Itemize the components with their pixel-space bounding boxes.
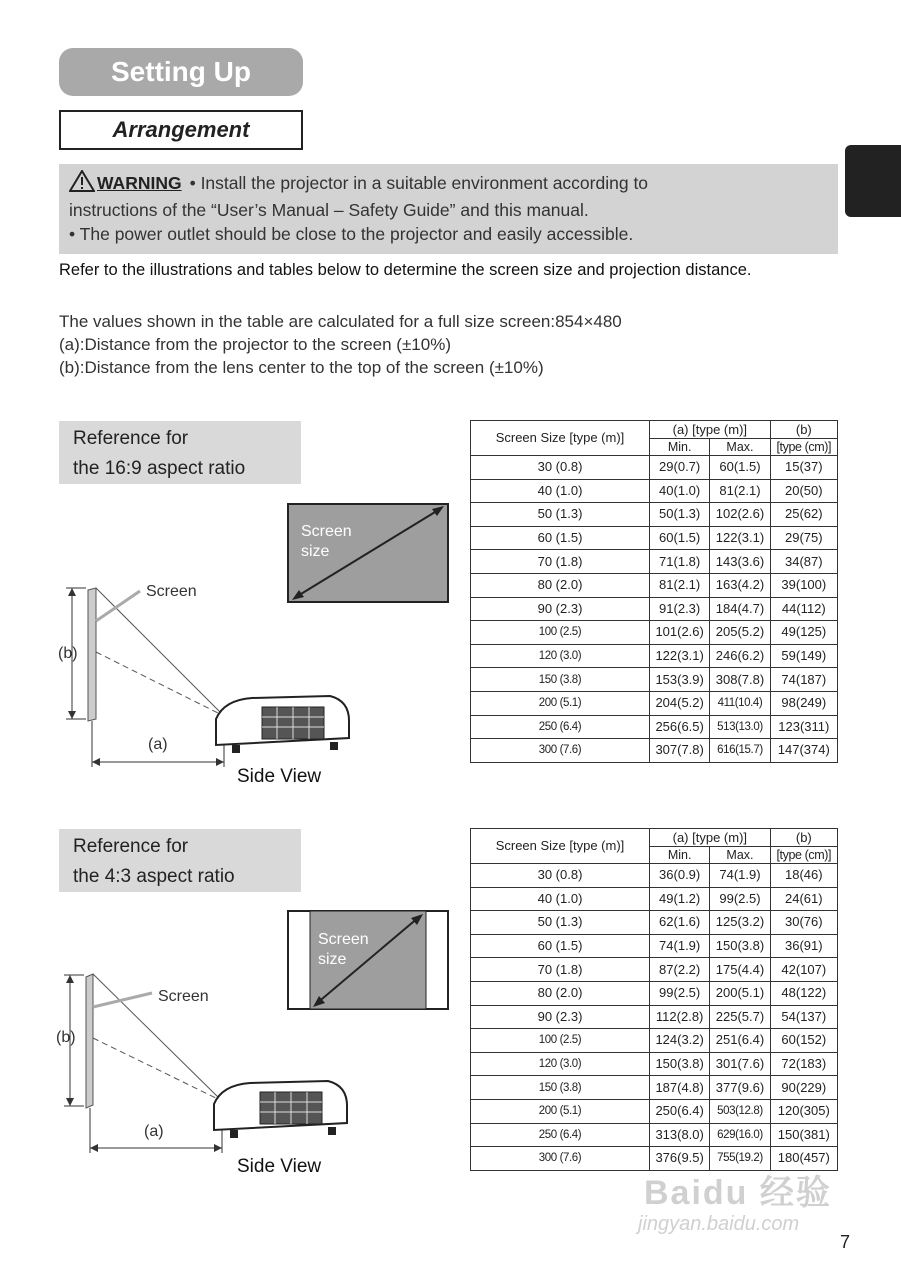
cell-a-max: 629(16.0) [710,1123,770,1147]
cell-a-max: 175(4.4) [710,958,770,982]
cell-a-max: 246(6.2) [710,644,770,668]
table-row [471,958,838,982]
warning-box [59,164,838,254]
header-b-unit: [type (cm)] [770,439,837,456]
cell-a-max: 74(1.9) [710,864,770,888]
warning-text-2: instructions of the “User’s Manual – Safety Guide” and this manual. [69,200,589,220]
table-row [471,479,838,503]
cell-a-min: 36(0.9) [650,864,710,888]
header-b-unit: [type (cm)] [770,847,837,864]
table-row [471,550,838,574]
cell-a-min: 122(3.1) [650,644,710,668]
cell-b: 44(112) [770,597,837,621]
cell-a-max: 122(3.1) [710,526,770,550]
header-a: (a) [type (m)] [650,829,771,847]
table-body [471,456,838,763]
cell-a-min: 112(2.8) [650,1005,710,1029]
label-a: (a) [144,1123,164,1140]
cell-b: 48(122) [770,981,837,1005]
table-row [471,668,838,692]
cell-screen-size: 30 (0.8) [471,456,650,480]
reference-box-16-9 [59,421,301,484]
side-view-caption: Side View [237,766,322,787]
cell-a-max: 205(5.2) [710,621,770,645]
cell-b: 123(311) [770,715,837,739]
table-row [471,644,838,668]
cell-screen-size: 60 (1.5) [471,526,650,550]
reference-line-2: the 16:9 aspect ratio [73,458,246,479]
cell-screen-size: 40 (1.0) [471,887,650,911]
cell-b: 25(62) [770,503,837,527]
header-screen-size: Screen Size [type (m)] [471,829,650,864]
cell-b: 30(76) [770,911,837,935]
projector-icon [216,696,349,753]
table-row [471,691,838,715]
cell-screen-size: 200 (5.1) [471,691,650,715]
intro-paragraph: Refer to the illustrations and tables below to determine the screen size and projection distance. [59,261,752,279]
watermark-brand: Baidu 经验 [644,1174,832,1212]
cell-a-max: 251(6.4) [710,1029,770,1053]
cell-b: 42(107) [770,958,837,982]
cell-b: 54(137) [770,1005,837,1029]
cell-a-min: 81(2.1) [650,573,710,597]
cell-b: 72(183) [770,1052,837,1076]
cell-a-min: 250(6.4) [650,1099,710,1123]
cell-a-min: 87(2.2) [650,958,710,982]
cell-a-min: 187(4.8) [650,1076,710,1100]
cell-a-max: 377(9.6) [710,1076,770,1100]
cell-b: 120(305) [770,1099,837,1123]
header-b: (b) [770,829,837,847]
table-body [471,864,838,1171]
cell-a-max: 200(5.1) [710,981,770,1005]
cell-screen-size: 200 (5.1) [471,1099,650,1123]
label-a: (a) [148,736,168,753]
diagram-16-9 [0,495,460,795]
cell-a-min: 124(3.2) [650,1029,710,1053]
screen-size-illustration [288,504,448,602]
table-row [471,864,838,888]
diagram-4-3 [0,905,460,1195]
cell-a-max: 150(3.8) [710,934,770,958]
cell-screen-size: 30 (0.8) [471,864,650,888]
reference-line-1: Reference for [73,836,189,857]
cell-a-min: 40(1.0) [650,479,710,503]
table-row [471,456,838,480]
a-definition: (a):Distance from the projector to the screen (±10%) [59,335,451,354]
cell-a-max: 81(2.1) [710,479,770,503]
warning-text-3: • The power outlet should be close to the projector and easily accessible. [69,224,634,244]
page-number: 7 [840,1232,851,1252]
cell-screen-size: 70 (1.8) [471,550,650,574]
table-row [471,597,838,621]
cell-b: 39(100) [770,573,837,597]
cell-screen-size: 150 (3.8) [471,1076,650,1100]
cell-screen-size: 50 (1.3) [471,503,650,527]
cell-a-min: 150(3.8) [650,1052,710,1076]
cell-a-min: 50(1.3) [650,503,710,527]
cell-b: 36(91) [770,934,837,958]
cell-a-max: 143(3.6) [710,550,770,574]
reference-box-4-3 [59,829,301,892]
screen-callout: Screen [146,583,197,600]
header-max: Max. [710,439,770,456]
cell-b: 15(37) [770,456,837,480]
cell-a-max: 125(3.2) [710,911,770,935]
label-b: (b) [56,1029,76,1046]
side-view-illustration [58,583,349,767]
table-row [471,503,838,527]
cell-a-min: 256(6.5) [650,715,710,739]
cell-b: 74(187) [770,668,837,692]
cell-screen-size: 250 (6.4) [471,715,650,739]
screen-size-label-1: Screen [301,523,352,540]
cell-a-max: 411(10.4) [710,691,770,715]
cell-screen-size: 100 (2.5) [471,621,650,645]
screen-size-label-2: size [318,951,347,968]
cell-a-max: 503(12.8) [710,1099,770,1123]
cell-a-min: 29(0.7) [650,456,710,480]
cell-b: 90(229) [770,1076,837,1100]
table-row [471,1123,838,1147]
table-row [471,934,838,958]
table-row [471,739,838,763]
projector-icon [214,1081,347,1138]
cell-screen-size: 300 (7.6) [471,739,650,763]
cell-a-min: 376(9.5) [650,1147,710,1171]
cell-b: 59(149) [770,644,837,668]
cell-b: 180(457) [770,1147,837,1171]
cell-a-min: 71(1.8) [650,550,710,574]
cell-b: 49(125) [770,621,837,645]
screen-callout: Screen [158,988,209,1005]
header-min: Min. [650,439,710,456]
cell-a-min: 49(1.2) [650,887,710,911]
cell-a-max: 99(2.5) [710,887,770,911]
table-row [471,715,838,739]
header-min: Min. [650,847,710,864]
table-row [471,911,838,935]
cell-screen-size: 120 (3.0) [471,644,650,668]
reference-line-2: the 4:3 aspect ratio [73,866,235,887]
cell-screen-size: 150 (3.8) [471,668,650,692]
cell-a-min: 74(1.9) [650,934,710,958]
cell-a-min: 153(3.9) [650,668,710,692]
cell-screen-size: 50 (1.3) [471,911,650,935]
header-b: (b) [770,421,837,439]
warning-triangle-icon [69,170,95,198]
distance-table-4-3 [470,828,838,1171]
header-a: (a) [type (m)] [650,421,771,439]
watermark-url: jingyan.baidu.com [638,1213,800,1235]
cell-b: 20(50) [770,479,837,503]
distance-table-16-9 [470,420,838,763]
cell-a-max: 225(5.7) [710,1005,770,1029]
cell-a-max: 755(19.2) [710,1147,770,1171]
cell-a-min: 91(2.3) [650,597,710,621]
section-title: Setting Up [59,48,303,96]
screen-size-illustration [288,911,448,1009]
cell-b: 24(61) [770,887,837,911]
cell-screen-size: 90 (2.3) [471,1005,650,1029]
cell-b: 150(381) [770,1123,837,1147]
subsection-title: Arrangement [59,110,303,150]
cell-b: 60(152) [770,1029,837,1053]
cell-screen-size: 40 (1.0) [471,479,650,503]
table-row [471,621,838,645]
table-row [471,1005,838,1029]
reference-line-1: Reference for [73,428,189,449]
cell-b: 147(374) [770,739,837,763]
cell-a-max: 308(7.8) [710,668,770,692]
cell-a-max: 163(4.2) [710,573,770,597]
cell-a-max: 102(2.6) [710,503,770,527]
cell-screen-size: 80 (2.0) [471,981,650,1005]
cell-a-min: 101(2.6) [650,621,710,645]
cell-screen-size: 90 (2.3) [471,597,650,621]
table-row [471,526,838,550]
cell-a-max: 60(1.5) [710,456,770,480]
table-row [471,1029,838,1053]
cell-screen-size: 60 (1.5) [471,934,650,958]
watermark [612,1165,852,1245]
header-screen-size: Screen Size [type (m)] [471,421,650,456]
cell-b: 34(87) [770,550,837,574]
cell-a-max: 184(4.7) [710,597,770,621]
cell-screen-size: 100 (2.5) [471,1029,650,1053]
header-max: Max. [710,847,770,864]
cell-a-min: 307(7.8) [650,739,710,763]
chapter-tab [845,145,901,217]
cell-screen-size: 80 (2.0) [471,573,650,597]
b-definition: (b):Distance from the lens center to the top of the screen (±10%) [59,358,544,377]
cell-a-min: 99(2.5) [650,981,710,1005]
table-row [471,1099,838,1123]
warning-text-1: • Install the projector in a suitable environment according to [189,173,649,193]
table-row [471,1076,838,1100]
table-row [471,981,838,1005]
cell-a-min: 313(8.0) [650,1123,710,1147]
cell-screen-size: 120 (3.0) [471,1052,650,1076]
cell-screen-size: 70 (1.8) [471,958,650,982]
screen-size-label-1: Screen [318,931,369,948]
cell-a-min: 62(1.6) [650,911,710,935]
side-view-caption: Side View [237,1156,322,1177]
values-note: The values shown in the table are calculated for a full size screen:854×480 [59,312,622,331]
cell-a-min: 204(5.2) [650,691,710,715]
cell-b: 98(249) [770,691,837,715]
table-row [471,887,838,911]
label-b: (b) [58,645,78,662]
cell-screen-size: 250 (6.4) [471,1123,650,1147]
cell-b: 29(75) [770,526,837,550]
cell-b: 18(46) [770,864,837,888]
cell-a-max: 616(15.7) [710,739,770,763]
screen-size-label-2: size [301,543,330,560]
cell-a-min: 60(1.5) [650,526,710,550]
cell-a-max: 513(13.0) [710,715,770,739]
table-row [471,573,838,597]
warning-label: WARNING [97,173,182,193]
cell-a-max: 301(7.6) [710,1052,770,1076]
table-row [471,1052,838,1076]
cell-screen-size: 300 (7.6) [471,1147,650,1171]
